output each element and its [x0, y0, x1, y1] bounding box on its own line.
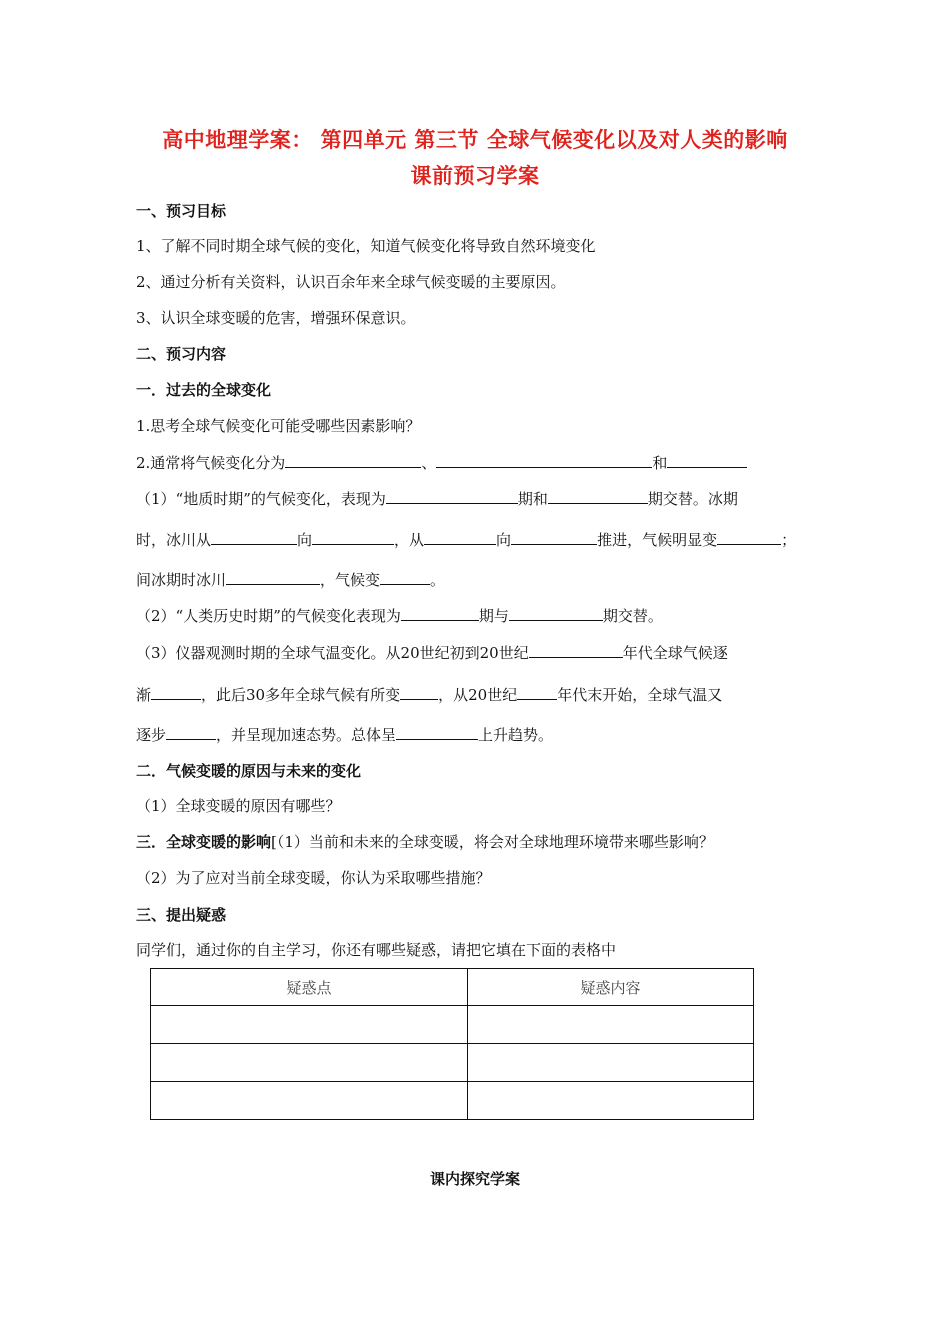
goal-item: 1、了解不同时期全球气候的变化，知道气候变化将导致自然环境变化	[136, 237, 596, 255]
text-segment: 、	[421, 454, 437, 472]
fill-blank[interactable]	[211, 529, 297, 545]
text-segment: 和	[652, 454, 668, 472]
text-segment: 向	[496, 531, 512, 549]
text-segment: 渐	[136, 686, 152, 704]
fill-blank[interactable]	[436, 452, 652, 468]
paragraph-instrument-period-2	[136, 684, 722, 705]
doubts-table	[150, 968, 754, 1120]
fill-blank[interactable]	[226, 569, 320, 585]
text-segment: 向	[297, 531, 313, 549]
section-title-in-class: 课内探究学案	[429, 1170, 520, 1188]
fill-blank[interactable]	[401, 605, 479, 621]
text-segment: ，从20世纪	[438, 686, 518, 704]
paragraph-geologic-period	[136, 488, 738, 509]
question-factors: 1.思考全球气候变化可能受哪些因素影响？	[136, 417, 421, 435]
goal-item: 3、认识全球变暖的危害，增强环保意识。	[136, 309, 416, 327]
table-cell[interactable]	[151, 1006, 468, 1044]
paragraph-historical-period	[136, 605, 663, 626]
fill-blank[interactable]	[380, 569, 430, 585]
question-classification	[136, 452, 747, 473]
text-segment: 期与	[478, 607, 509, 625]
text-segment: ；	[781, 531, 797, 549]
fill-blank[interactable]	[509, 605, 603, 621]
section-heading-goals: 一、预习目标	[136, 202, 227, 220]
subheading-warming-impact	[136, 832, 714, 852]
text-segment: 。	[430, 571, 446, 589]
text-segment: 逐步	[136, 726, 167, 744]
text-segment: ，气候变	[320, 571, 381, 589]
section-heading-content: 二、预习内容	[136, 345, 227, 363]
table-cell[interactable]	[468, 1082, 754, 1120]
subheading-text: 三．全球变暖的影响	[136, 833, 272, 851]
fill-blank[interactable]	[424, 529, 496, 545]
fill-blank[interactable]	[529, 642, 623, 658]
document-title: 高中地理学案： 第四单元 第三节 全球气候变化以及对人类的影响	[162, 128, 788, 152]
paragraph-instrument-period	[136, 642, 728, 663]
fill-blank[interactable]	[511, 529, 597, 545]
table-header-doubt-point: 疑惑点	[151, 969, 468, 1006]
table-header-row	[151, 969, 754, 1006]
paragraph-instrument-period-3	[136, 724, 553, 745]
text-segment: （2）“人类历史时期”的气候变化表现为	[136, 607, 401, 625]
text-segment: 上升趋势。	[478, 726, 554, 744]
fill-blank[interactable]	[312, 529, 394, 545]
subheading-warming-causes: 二．气候变暖的原因与未来的变化	[136, 762, 362, 780]
goal-item: 2、通过分析有关资料，认识百余年来全球气候变暖的主要原因。	[136, 273, 566, 291]
table-cell[interactable]	[468, 1044, 754, 1082]
text-segment: 年代全球气候逐	[622, 644, 728, 662]
section-heading-doubts: 三、提出疑惑	[136, 906, 227, 924]
fill-blank[interactable]	[396, 724, 478, 740]
question-measures: （2）为了应对当前全球变暖，你认为采取哪些措施？	[136, 869, 491, 887]
document-subtitle: 课前预习学案	[410, 164, 540, 188]
text-segment: 年代末开始，全球气温又	[557, 686, 723, 704]
text-segment: 推进，气候明显变	[597, 531, 718, 549]
fill-blank[interactable]	[166, 724, 216, 740]
paragraph-interglacial	[136, 569, 445, 590]
question-impact: [（1）当前和未来的全球变暖，将会对全球地理环境带来哪些影响？	[271, 833, 714, 851]
table-row	[151, 1006, 754, 1044]
text-segment: （1）“地质时期”的气候变化，表现为	[136, 490, 386, 508]
text-segment: 期交替。冰期	[647, 490, 738, 508]
table-cell[interactable]	[468, 1006, 754, 1044]
text-segment: 期交替。	[602, 607, 663, 625]
text-segment: 间冰期时冰川	[136, 571, 227, 589]
table-header-doubt-content: 疑惑内容	[468, 969, 754, 1006]
question-causes: （1）全球变暖的原因有哪些？	[136, 797, 341, 815]
fill-blank[interactable]	[400, 684, 438, 700]
fill-blank[interactable]	[151, 684, 201, 700]
text-segment: ，此后30多年全球气候有所变	[201, 686, 401, 704]
subheading-past-change: 一．过去的全球变化	[136, 381, 272, 399]
table-cell[interactable]	[151, 1082, 468, 1120]
text-segment: 2.通常将气候变化分为	[136, 454, 286, 472]
text-segment: ，从	[394, 531, 425, 549]
text-segment: 时，冰川从	[136, 531, 212, 549]
fill-blank[interactable]	[517, 684, 557, 700]
text-segment: 期和	[517, 490, 548, 508]
fill-blank[interactable]	[386, 488, 518, 504]
fill-blank[interactable]	[548, 488, 648, 504]
table-row	[151, 1044, 754, 1082]
text-segment: ，并呈现加速态势。总体呈	[216, 726, 397, 744]
text-segment: （3）仪器观测时期的全球气温变化。从20世纪初到20世纪	[136, 644, 529, 662]
fill-blank[interactable]	[667, 452, 747, 468]
fill-blank[interactable]	[717, 529, 781, 545]
fill-blank[interactable]	[285, 452, 421, 468]
table-cell[interactable]	[151, 1044, 468, 1082]
table-row	[151, 1082, 754, 1120]
paragraph-glacial	[136, 529, 796, 550]
doubts-intro: 同学们，通过你的自主学习，你还有哪些疑惑，请把它填在下面的表格中	[136, 941, 617, 959]
